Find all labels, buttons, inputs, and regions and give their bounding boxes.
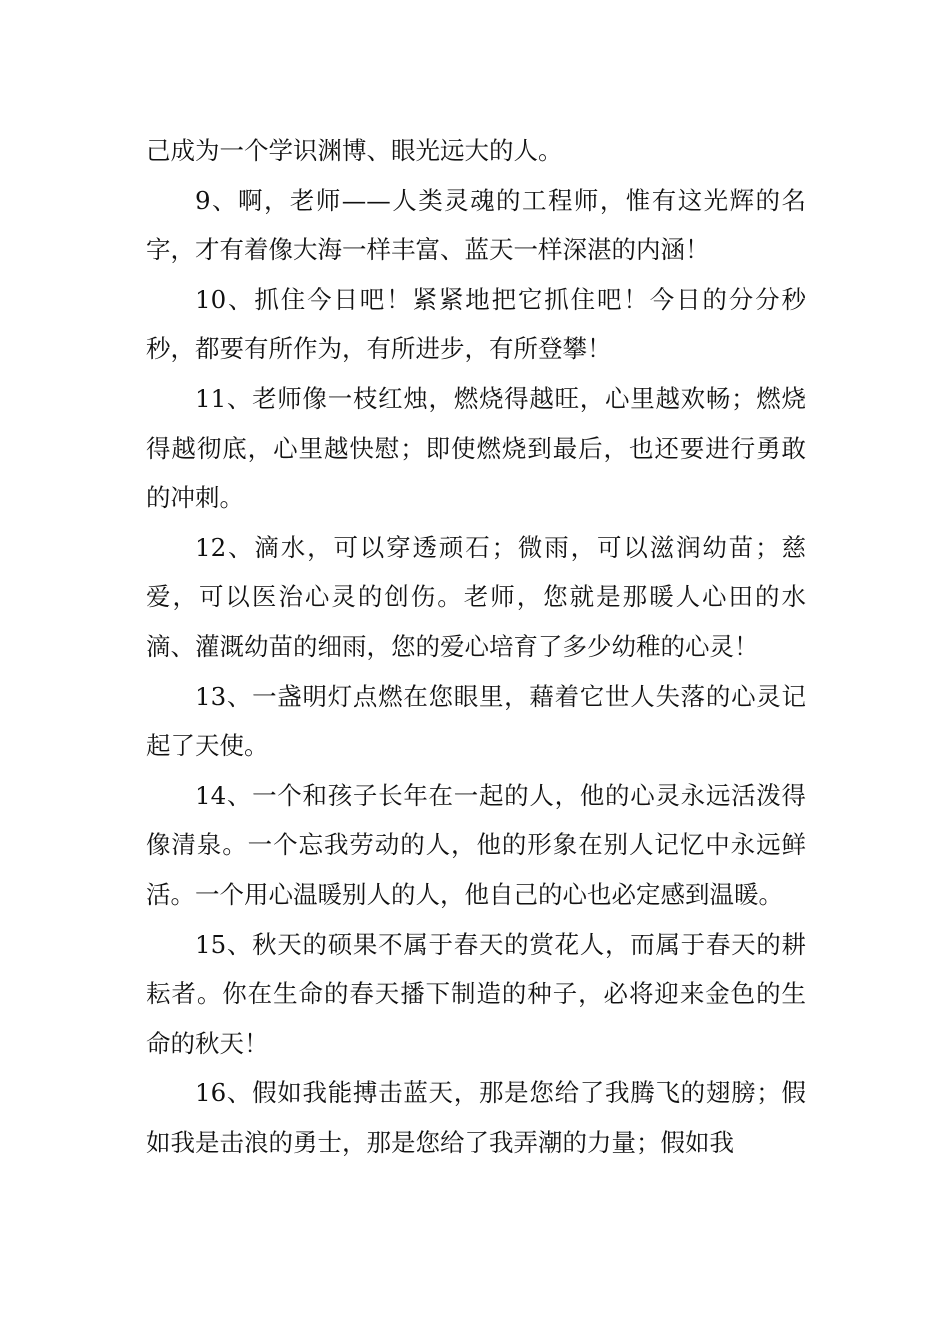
paragraph-9: 9、啊，老师——人类灵魂的工程师，惟有这光辉的名字，才有着像大海一样丰富、蓝天一样深湛的内涵！ bbox=[146, 185, 806, 265]
document-body bbox=[146, 126, 806, 1167]
paragraph-12: 12、滴水，可以穿透顽石；微雨，可以滋润幼苗；慈爱，可以医治心灵的创伤。老师，您就是那暖人心田的水滴、灌溉幼苗的细雨，您的爱心培育了多少幼稚的心灵！ bbox=[146, 532, 806, 661]
paragraph-11: 11、老师像一枝红烛，燃烧得越旺，心里越欢畅；燃烧得越彻底，心里越快慰；即使燃烧到最后，也还要进行勇敢的冲刺。 bbox=[146, 383, 806, 513]
paragraph-10: 10、抓住今日吧！紧紧地把它抓住吧！今日的分分秒秒，都要有所作为，有所进步，有所登攀！ bbox=[146, 284, 806, 364]
paragraph-13: 13、一盏明灯点燃在您眼里，藉着它世人失落的心灵记起了天使。 bbox=[146, 681, 806, 761]
paragraph-continued: 己成为一个学识渊博、眼光远大的人。 bbox=[146, 136, 563, 165]
paragraph-14: 14、一个和孩子长年在一起的人，他的心灵永远活泼得像清泉。一个忘我劳动的人，他的形象在别人记忆中永远鲜活。一个用心温暖别人的人，他自己的心也必定感到温暖。 bbox=[146, 780, 806, 909]
paragraph-15: 15、秋天的硕果不属于春天的赏花人，而属于春天的耕耘者。你在生命的春天播下制造的种子，必将迎来金色的生命的秋天！ bbox=[146, 929, 806, 1058]
paragraph-16: 16、假如我能搏击蓝天，那是您给了我腾飞的翅膀；假如我是击浪的勇士，那是您给了我弄潮的力量；假如我 bbox=[146, 1078, 806, 1157]
